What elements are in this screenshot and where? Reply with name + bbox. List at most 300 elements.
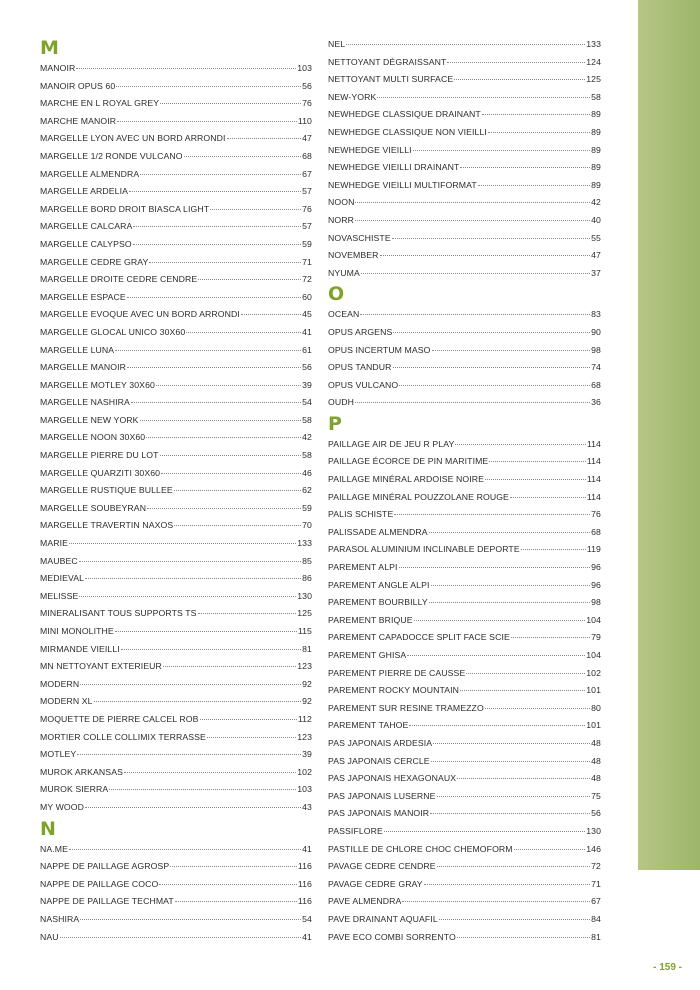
index-entry <box>328 230 601 248</box>
entry-name: NORR <box>328 214 354 225</box>
entry-name: PASTILLE DE CHLORE CHOC CHEMOFORM <box>328 843 513 854</box>
entry-page-number: 70 <box>302 520 312 531</box>
dot-leader <box>147 508 301 509</box>
entry-name: NOVASCHISTE <box>328 232 391 243</box>
dot-leader <box>69 849 301 850</box>
entry-page-number: 101 <box>586 720 601 731</box>
index-entry <box>328 858 601 876</box>
dot-leader <box>355 402 590 403</box>
entry-name: PAVE ECO COMBI SORRENTO <box>328 931 456 942</box>
index-entry <box>40 911 312 929</box>
index-entry <box>328 159 601 177</box>
dot-leader <box>80 919 301 920</box>
entry-page-number: 92 <box>302 696 312 707</box>
dot-leader <box>485 708 590 709</box>
entry-name: NAPPE DE PAILLAGE COCO <box>40 878 159 889</box>
dot-leader <box>488 132 590 133</box>
page-number: - 159 - <box>653 962 682 973</box>
entry-page-number: 56 <box>302 362 312 373</box>
index-entry <box>40 623 312 641</box>
entry-name: NETTOYANT MULTI SURFACE <box>328 74 454 85</box>
index-entry <box>40 148 312 166</box>
entry-name: MARGELLE NEW YORK <box>40 414 139 425</box>
index-entry <box>40 342 312 360</box>
entry-page-number: 57 <box>302 221 312 232</box>
index-entry <box>328 524 601 542</box>
index-entry <box>328 106 601 124</box>
index-entry <box>40 553 312 571</box>
dot-leader <box>160 455 302 456</box>
index-entry <box>328 541 601 559</box>
entry-name: PAREMENT TAHOE <box>328 720 409 731</box>
dot-leader <box>346 44 585 45</box>
entry-page-number: 81 <box>302 643 312 654</box>
entry-name: NAPPE DE PAILLAGE TECHMAT <box>40 896 174 907</box>
entry-name: PAS JAPONAIS LUSERNE <box>328 790 436 801</box>
entry-page-number: 98 <box>591 344 601 355</box>
index-entry <box>328 735 601 753</box>
entry-name: NEWHEDGE VIEILLI MULTIFORMAT <box>328 179 477 190</box>
entry-page-number: 133 <box>297 538 312 549</box>
dot-leader <box>489 461 586 462</box>
entry-page-number: 58 <box>302 414 312 425</box>
entry-name: OUDH <box>328 397 354 408</box>
entry-name: PAREMENT SUR RESINE TRAMEZZO <box>328 702 484 713</box>
entry-name: NOVEMBER <box>328 250 379 261</box>
index-entry <box>328 665 601 683</box>
entry-name: NYUMA <box>328 267 360 278</box>
section-letter-n: N <box>40 817 56 840</box>
entry-page-number: 36 <box>591 397 601 408</box>
entry-page-number: 83 <box>591 309 601 320</box>
entry-name: MARGELLE DROITE CEDRE CENDRE <box>40 274 198 285</box>
entry-page-number: 62 <box>302 485 312 496</box>
index-entry <box>40 929 312 947</box>
entry-page-number: 85 <box>302 555 312 566</box>
index-entry <box>328 436 601 454</box>
dot-leader <box>393 332 590 333</box>
index-entry <box>40 781 312 799</box>
dot-leader <box>392 238 590 239</box>
entry-name: MARCHE EN L ROYAL GREY <box>40 98 160 109</box>
index-entry <box>40 588 312 606</box>
entry-name: MARGELLE CALYPSO <box>40 238 132 249</box>
index-entry <box>40 482 312 500</box>
entry-name: PARASOL ALUMINIUM INCLINABLE DEPORTE <box>328 544 520 555</box>
section-letter-m: M <box>40 37 59 59</box>
index-entry <box>40 517 312 535</box>
entry-page-number: 68 <box>591 379 601 390</box>
dot-leader <box>174 525 301 526</box>
entry-page-number: 40 <box>591 214 601 225</box>
entry-page-number: 56 <box>302 80 312 91</box>
entry-name: MORTIER COLLE COLLIMIX TERRASSE <box>40 731 206 742</box>
entry-page-number: 59 <box>302 502 312 513</box>
index-entry <box>40 394 312 412</box>
entry-page-number: 124 <box>586 56 601 67</box>
dot-leader <box>161 473 301 474</box>
dot-leader <box>384 831 585 832</box>
entry-name: MARGELLE GLOCAL UNICO 30X60 <box>40 326 186 337</box>
entry-name: MAUBEC <box>40 555 78 566</box>
dot-leader <box>413 150 590 151</box>
index-entry <box>40 429 312 447</box>
index-entry <box>328 71 601 89</box>
index-entry <box>328 929 601 947</box>
entry-name: NOON <box>328 197 355 208</box>
index-entry <box>328 612 601 630</box>
dot-leader <box>198 279 301 280</box>
entry-name: MY WOOD <box>40 801 84 812</box>
dot-leader <box>85 578 301 579</box>
entry-page-number: 57 <box>302 186 312 197</box>
index-entry <box>328 682 601 700</box>
index-entry <box>40 858 312 876</box>
dot-leader <box>80 684 301 685</box>
dot-leader <box>360 314 590 315</box>
entry-name: MUROK SIERRA <box>40 784 109 795</box>
dot-leader <box>407 655 585 656</box>
entry-name: PAVAGE CEDRE CENDRE <box>328 861 436 872</box>
index-entry <box>40 535 312 553</box>
dot-leader <box>76 68 296 69</box>
dot-leader <box>116 86 301 87</box>
dot-leader <box>466 673 585 674</box>
entry-page-number: 116 <box>297 896 312 907</box>
entry-name: MARGELLE RUSTIQUE BULLEE <box>40 485 173 496</box>
dot-leader <box>241 314 301 315</box>
entry-page-number: 47 <box>591 250 601 261</box>
index-entry <box>328 194 601 212</box>
dot-leader <box>478 185 590 186</box>
entry-page-number: 119 <box>586 544 601 555</box>
entry-page-number: 41 <box>302 931 312 942</box>
dot-leader <box>85 807 301 808</box>
index-entry <box>328 124 601 142</box>
index-entry <box>40 60 312 78</box>
index-entry <box>40 271 312 289</box>
index-entry <box>328 841 601 859</box>
dot-leader <box>124 772 296 773</box>
entry-name: NEL <box>328 39 346 49</box>
dot-leader <box>457 937 590 938</box>
index-entry <box>328 911 601 929</box>
entry-name: MARGELLE ARDELIA <box>40 186 129 197</box>
decorative-side-band <box>638 0 700 870</box>
entry-name: NA.ME <box>40 843 69 854</box>
dot-leader <box>198 613 297 614</box>
dot-leader <box>115 350 301 351</box>
index-entry <box>40 711 312 729</box>
entry-page-number: 41 <box>302 326 312 337</box>
entry-page-number: 116 <box>297 878 312 889</box>
dot-leader <box>409 725 585 726</box>
dot-leader <box>454 79 585 80</box>
dot-leader <box>393 367 591 368</box>
entry-name: PAREMENT CAPADOCCE SPLIT FACE SCIE <box>328 632 510 643</box>
entry-name: PAS JAPONAIS HEXAGONAUX <box>328 773 457 784</box>
index-entry <box>328 342 601 360</box>
index-entry <box>328 377 601 395</box>
entry-page-number: 75 <box>591 790 601 801</box>
index-entry <box>40 799 312 817</box>
entry-name: PAS JAPONAIS CERCLE <box>328 755 430 766</box>
entry-name: PALISSADE ALMENDRA <box>328 526 428 537</box>
index-entry <box>328 629 601 647</box>
entry-page-number: 39 <box>302 379 312 390</box>
entry-page-number: 76 <box>302 98 312 109</box>
entry-page-number: 48 <box>591 737 601 748</box>
entry-name: PAILLAGE ÉCORCE DE PIN MARITIME <box>328 456 489 467</box>
entry-page-number: 89 <box>591 144 601 155</box>
dot-leader <box>460 690 585 691</box>
entry-page-number: 116 <box>297 861 312 872</box>
entry-page-number: 67 <box>591 896 601 907</box>
entry-page-number: 102 <box>586 667 601 678</box>
entry-page-number: 67 <box>302 168 312 179</box>
entry-page-number: 98 <box>591 597 601 608</box>
dot-leader <box>439 919 590 920</box>
entry-name: NAU <box>40 931 59 942</box>
index-entry <box>328 506 601 524</box>
entry-name: MUROK ARKANSAS <box>40 766 123 777</box>
dot-leader <box>399 385 590 386</box>
index-column-right <box>328 36 601 946</box>
entry-name: NAPPE DE PAILLAGE AGROSP <box>40 861 170 872</box>
dot-leader <box>115 631 297 632</box>
index-entry <box>40 377 312 395</box>
entry-page-number: 42 <box>591 197 601 208</box>
entry-page-number: 90 <box>591 326 601 337</box>
index-entry <box>328 770 601 788</box>
index-entry <box>328 54 601 72</box>
entry-name: MARGELLE ESPACE <box>40 291 126 302</box>
entry-name: MARGELLE QUARZITI 30X60 <box>40 467 161 478</box>
index-entry <box>40 693 312 711</box>
entry-page-number: 101 <box>586 685 601 696</box>
entry-page-number: 96 <box>591 562 601 573</box>
entry-page-number: 74 <box>591 362 601 373</box>
entry-page-number: 48 <box>591 773 601 784</box>
dot-leader <box>174 490 301 491</box>
entry-page-number: 130 <box>586 825 601 836</box>
dot-leader <box>207 737 296 738</box>
entry-page-number: 89 <box>591 126 601 137</box>
dot-leader <box>133 244 301 245</box>
index-entry <box>328 177 601 195</box>
dot-leader <box>79 596 296 597</box>
entry-page-number: 123 <box>297 661 312 672</box>
entry-page-number: 89 <box>591 162 601 173</box>
entry-name: PAREMENT ANGLE ALPI <box>328 579 430 590</box>
entry-name: NASHIRA <box>40 913 80 924</box>
dot-leader <box>133 226 301 227</box>
index-entry <box>328 753 601 771</box>
entry-page-number: 123 <box>297 731 312 742</box>
entry-name: OCEAN <box>328 309 360 320</box>
dot-leader <box>424 884 590 885</box>
index-entry <box>40 166 312 184</box>
index-entry <box>328 559 601 577</box>
entry-page-number: 114 <box>586 456 601 467</box>
entry-name: MANOIR OPUS 60 <box>40 80 116 91</box>
entry-page-number: 76 <box>591 509 601 520</box>
index-entry <box>328 577 601 595</box>
index-entry <box>328 471 601 489</box>
entry-name: PAREMENT BOURBILLY <box>328 597 428 608</box>
index-entry <box>328 647 601 665</box>
entry-page-number: 84 <box>591 913 601 924</box>
dot-leader <box>433 743 590 744</box>
entry-page-number: 125 <box>586 74 601 85</box>
entry-page-number: 72 <box>591 861 601 872</box>
entry-page-number: 115 <box>297 626 312 636</box>
entry-name: MODERN XL <box>40 696 93 707</box>
entry-page-number: 89 <box>591 179 601 190</box>
index-entry <box>40 306 312 324</box>
index-entry <box>328 265 601 283</box>
dot-leader <box>160 103 301 104</box>
entry-page-number: 41 <box>302 843 312 854</box>
index-entry <box>40 893 312 911</box>
entry-page-number: 48 <box>591 755 601 766</box>
index-entry <box>40 412 312 430</box>
dot-leader <box>355 202 590 203</box>
entry-page-number: 55 <box>591 232 601 243</box>
index-entry <box>328 700 601 718</box>
dot-leader <box>485 479 586 480</box>
dot-leader <box>380 255 591 256</box>
dot-leader <box>184 156 302 157</box>
entry-name: MELISSE <box>40 590 79 601</box>
entry-name: PAS JAPONAIS ARDESIA <box>328 737 433 748</box>
dot-leader <box>186 332 301 333</box>
entry-name: NETTOYANT DÉGRAISSANT <box>328 56 447 67</box>
index-entry <box>328 36 601 54</box>
entry-name: MARGELLE MOTLEY 30X60 <box>40 379 155 390</box>
section-letter-o: O <box>328 283 345 306</box>
index-entry <box>328 89 601 107</box>
entry-name: NEWHEDGE VIEILLI <box>328 144 412 155</box>
entry-name: MOTLEY <box>40 749 77 760</box>
entry-name: OPUS TANDUR <box>328 362 392 373</box>
entry-name: OPUS VULCANO <box>328 379 399 390</box>
dot-leader <box>511 637 590 638</box>
entry-page-number: 79 <box>591 632 601 643</box>
entry-name: MARGELLE EVOQUE AVEC UN BORD ARRONDI <box>40 309 240 320</box>
index-column-left <box>40 36 312 946</box>
dot-leader <box>117 121 297 122</box>
dot-leader <box>163 666 296 667</box>
index-entry <box>40 465 312 483</box>
dot-leader <box>432 350 591 351</box>
entry-name: MOQUETTE DE PIERRE CALCEL ROB <box>40 713 199 724</box>
index-entry <box>40 183 312 201</box>
entry-page-number: 47 <box>302 133 312 144</box>
dot-leader <box>77 754 301 755</box>
dot-leader <box>361 273 590 274</box>
entry-name: MARGELLE MANOIR <box>40 362 126 373</box>
index-entry <box>40 658 312 676</box>
index-entry <box>328 717 601 735</box>
index-entry <box>40 289 312 307</box>
index-entry <box>40 218 312 236</box>
index-entry <box>328 453 601 471</box>
entry-name: MARGELLE 1/2 RONDE VULCANO <box>40 150 183 161</box>
section-letter-p: P <box>328 412 342 435</box>
index-entry <box>328 489 601 507</box>
entry-name: OPUS ARGENS <box>328 326 393 337</box>
entry-page-number: 89 <box>591 109 601 120</box>
entry-name: MINI MONOLITHE <box>40 626 114 636</box>
index-entry <box>328 893 601 911</box>
entry-page-number: 45 <box>302 309 312 320</box>
index-entry <box>40 130 312 148</box>
entry-name: NEWHEDGE VIEILLI DRAINANT <box>328 162 460 173</box>
dot-leader <box>430 813 590 814</box>
entry-page-number: 114 <box>586 491 601 502</box>
index-entry <box>328 324 601 342</box>
index-entry <box>40 78 312 96</box>
entry-name: MARGELLE CEDRE GRAY <box>40 256 149 267</box>
entry-page-number: 103 <box>297 784 312 795</box>
entry-page-number: 104 <box>586 614 601 625</box>
entry-page-number: 112 <box>297 713 312 724</box>
index-entry <box>328 359 601 377</box>
index-entry <box>40 95 312 113</box>
entry-page-number: 80 <box>591 702 601 713</box>
entry-page-number: 92 <box>302 678 312 689</box>
dot-leader <box>69 543 296 544</box>
entry-page-number: 96 <box>591 579 601 590</box>
entry-page-number: 68 <box>591 526 601 537</box>
index-entry <box>40 447 312 465</box>
entry-name: MARGELLE PIERRE DU LOT <box>40 450 159 461</box>
entry-name: PAS JAPONAIS MANOIR <box>328 808 430 819</box>
entry-name: PAILLAGE MINÉRAL ARDOISE NOIRE <box>328 474 485 485</box>
entry-name: PAREMENT BRIQUE <box>328 614 413 625</box>
dot-leader <box>121 649 301 650</box>
entry-page-number: 86 <box>302 573 312 584</box>
entry-page-number: 54 <box>302 397 312 408</box>
dot-leader <box>457 778 590 779</box>
index-entry <box>40 254 312 272</box>
entry-name: MN NETTOYANT EXTERIEUR <box>40 661 162 672</box>
entry-name: MARGELLE LUNA <box>40 344 115 355</box>
dot-leader <box>79 561 301 562</box>
dot-leader <box>447 62 585 63</box>
entry-page-number: 146 <box>586 843 601 854</box>
entry-name: MARGELLE LYON AVEC UN BORD ARRONDI <box>40 133 226 144</box>
entry-name: MARGELLE TRAVERTIN NAXOS <box>40 520 174 531</box>
dot-leader <box>127 297 301 298</box>
entry-page-number: 42 <box>302 432 312 443</box>
entry-page-number: 58 <box>302 450 312 461</box>
entry-page-number: 110 <box>297 115 312 126</box>
dot-leader <box>437 796 591 797</box>
entry-page-number: 133 <box>586 39 601 49</box>
dot-leader <box>429 602 590 603</box>
entry-page-number: 76 <box>302 203 312 214</box>
dot-leader <box>129 191 301 192</box>
entry-page-number: 68 <box>302 150 312 161</box>
dot-leader <box>414 620 586 621</box>
entry-page-number: 81 <box>591 931 601 942</box>
entry-page-number: 56 <box>591 808 601 819</box>
dot-leader <box>437 866 591 867</box>
entry-name: PAILLAGE AIR DE JEU R PLAY <box>328 438 455 449</box>
entry-page-number: 125 <box>297 608 312 619</box>
